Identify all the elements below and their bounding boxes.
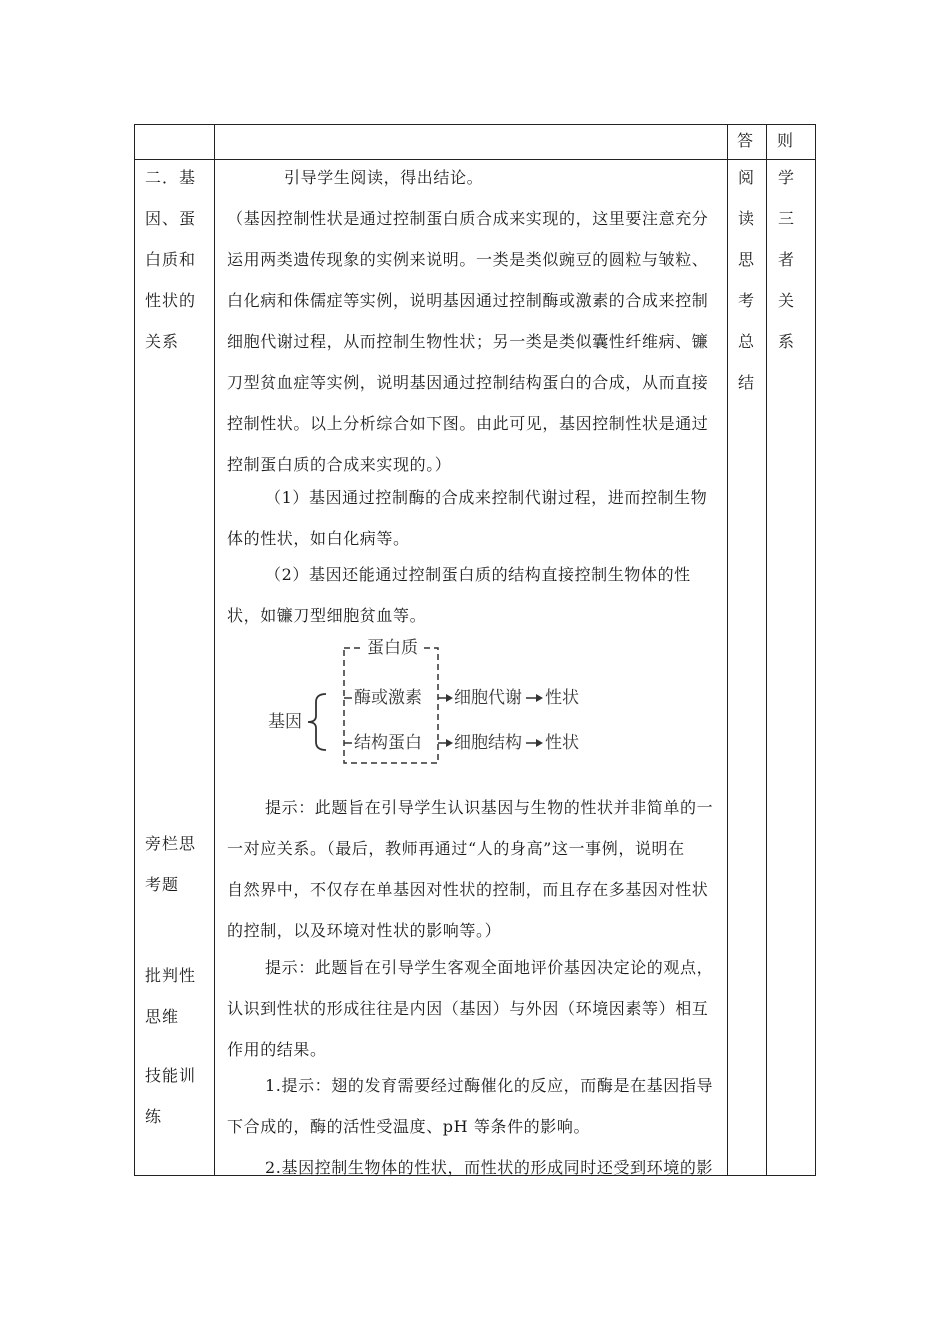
section-title-line: 关系 <box>145 332 180 351</box>
hint-2-line: 认识到性状的形成往往是内因（基因）与外因（环境因素等）相互 <box>227 999 709 1018</box>
column-divider-1 <box>214 124 215 1175</box>
point-1-line: （1）基因通过控制酶的合成来控制代谢过程，进而控制生物 <box>265 488 708 507</box>
col4-char: 三 <box>777 209 794 228</box>
hint-1-line: 自然界中，不仅存在单基因对性状的控制，而且存在多基因对性状 <box>227 880 709 899</box>
column-divider-2 <box>727 124 728 1175</box>
critical-thinking-line: 批判性 <box>145 966 197 985</box>
col4-char: 关 <box>777 291 794 310</box>
diagram-cell-metabolism: 细胞代谢 <box>454 688 522 708</box>
hint-1-line: 提示：此题旨在引导学生认识基因与生物的性状并非简单的一 <box>265 798 714 817</box>
hint-1-line: 一对应关系。（最后，教师再通过“人的身高”这一事例，说明在 <box>227 839 685 858</box>
critical-thinking-line: 思维 <box>145 1007 180 1026</box>
section-title-line: 二．基 <box>145 168 197 187</box>
col3-char: 结 <box>737 373 754 392</box>
header-col4: 则 <box>777 131 794 150</box>
point-1-line: 体的性状，如白化病等。 <box>227 529 410 548</box>
skill-training-line: 技能训 <box>145 1066 197 1085</box>
col3-char: 阅 <box>737 168 754 187</box>
sidebar-question-label <box>145 834 196 916</box>
diagram-cell-structure: 细胞结构 <box>454 733 522 753</box>
sidebar-question-line: 旁栏思 <box>145 834 197 853</box>
header-col3: 答 <box>737 131 754 150</box>
critical-thinking-label <box>145 966 196 1048</box>
col4-char: 学 <box>777 168 794 187</box>
hint-2 <box>227 958 717 1081</box>
col3-char: 读 <box>737 209 754 228</box>
section-title-line: 白质和 <box>145 250 197 269</box>
intro-line: （基因控制性状是通过控制蛋白质合成来实现的，这里要注意充分 <box>227 209 709 228</box>
section-title-line: 性状的 <box>145 291 197 310</box>
skill-line: 1.提示：翅的发育需要经过酶催化的反应，而酶是在基因指导 <box>265 1076 714 1095</box>
col3-char: 思 <box>737 250 754 269</box>
table-left-border <box>134 124 135 1175</box>
gene-trait-diagram <box>260 638 600 773</box>
column-divider-3 <box>766 124 767 1175</box>
skill-answers <box>227 1076 717 1199</box>
point-1 <box>227 488 717 570</box>
skill-line: 下合成的，酶的活性受温度、pH 等条件的影响。 <box>227 1117 591 1136</box>
diagram-trait-2: 性状 <box>545 733 579 753</box>
intro-line: 细胞代谢过程，从而控制生物性状；另一类是类似囊性纤维病、镰 <box>227 332 709 351</box>
skill-training-line: 练 <box>145 1107 163 1126</box>
diagram-enzyme-hormone: 酶或激素 <box>354 688 422 708</box>
table-right-border <box>815 124 816 1175</box>
diagram-trait-1: 性状 <box>545 688 579 708</box>
col4-vertical-text <box>775 168 797 373</box>
intro-line: 运用两类遗传现象的实例来说明。一类是类似豌豆的圆粒与皱粒、 <box>227 250 709 269</box>
hint-2-line: 作用的结果。 <box>227 1040 327 1059</box>
col3-char: 考 <box>737 291 754 310</box>
skill-training-label <box>145 1066 196 1148</box>
section-title <box>145 168 196 373</box>
header-row-divider <box>134 159 816 160</box>
skill-line: 2.基因控制生物体的性状，而性状的形成同时还受到环境的影 <box>265 1158 714 1177</box>
point-2-line: （2）基因还能通过控制蛋白质的结构直接控制生物体的性 <box>265 565 691 584</box>
intro-line: 控制性状。以上分析综合如下图。由此可见，基因控制性状是通过 <box>227 414 709 433</box>
diagram-gene: 基因 <box>268 712 302 732</box>
point-2-line: 状，如镰刀型细胞贫血等。 <box>227 606 427 625</box>
col3-vertical-text <box>735 168 757 414</box>
hint-2-line: 提示：此题旨在引导学生客观全面地评价基因决定论的观点， <box>265 958 714 977</box>
diagram-structural-protein: 结构蛋白 <box>354 733 422 753</box>
intro-line: 刀型贫血症等实例，说明基因通过控制结构蛋白的合成，从而直接 <box>227 373 709 392</box>
sidebar-question-line: 考题 <box>145 875 180 894</box>
hint-1 <box>227 798 717 962</box>
point-2 <box>227 565 717 647</box>
intro-line: 控制蛋白质的合成来实现的。） <box>227 455 452 474</box>
intro-line: 白化病和侏儒症等实例，说明基因通过控制酶或激素的合成来控制 <box>227 291 709 310</box>
col3-char: 总 <box>737 332 754 351</box>
diagram-protein: 蛋白质 <box>364 638 421 658</box>
hint-1-line: 的控制，以及环境对性状的影响等。） <box>227 921 502 940</box>
col4-char: 者 <box>777 250 794 269</box>
col4-char: 系 <box>777 332 794 351</box>
intro-paragraph <box>227 168 717 496</box>
table-top-border <box>134 124 816 125</box>
intro-line: 引导学生阅读，得出结论。 <box>284 168 484 187</box>
section-title-line: 因、蛋 <box>145 209 197 228</box>
